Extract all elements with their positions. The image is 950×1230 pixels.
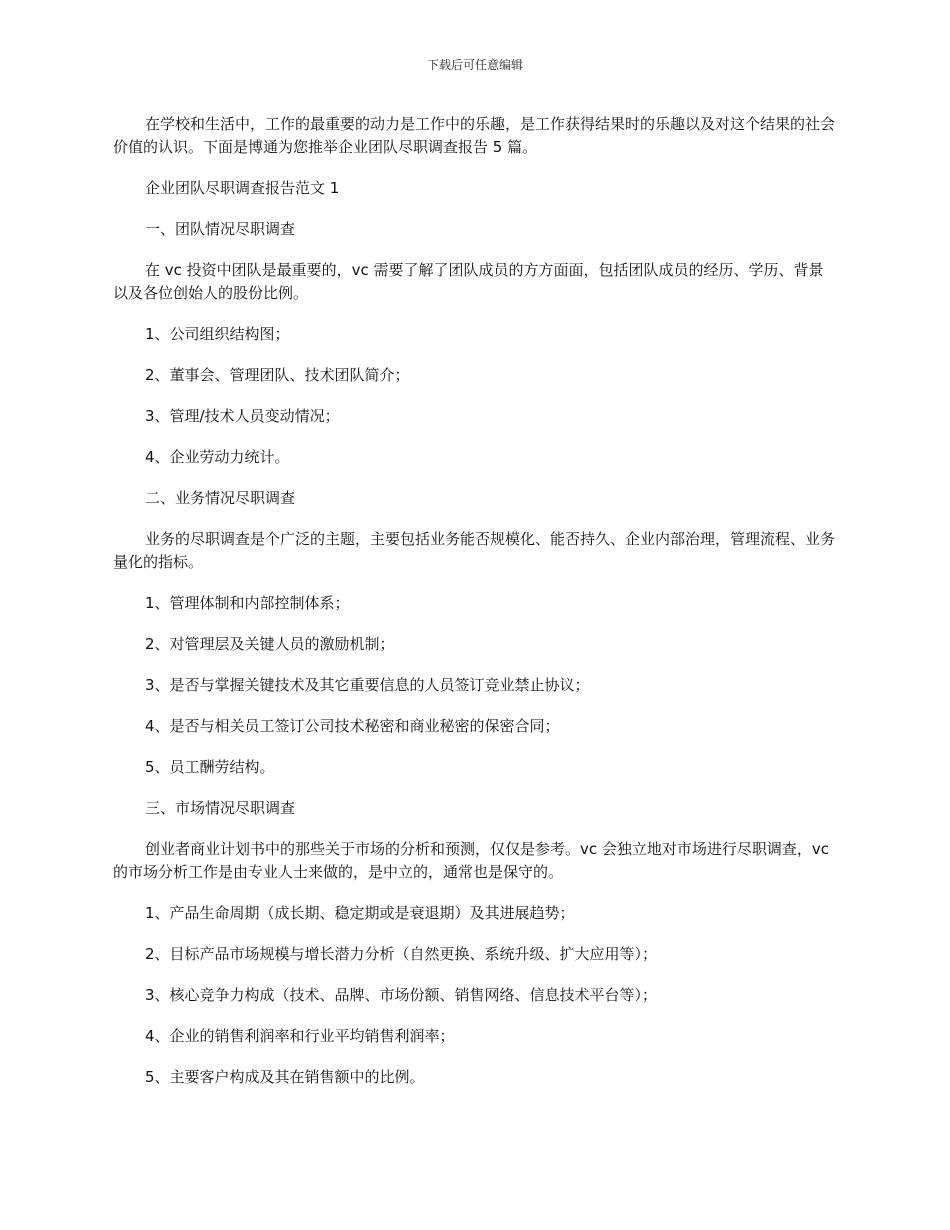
report-title: 企业团队尽职调查报告范文 1 bbox=[145, 179, 340, 197]
document-body bbox=[113, 113, 838, 1107]
list-item: 4、是否与相关员工签订公司技术秘密和商业秘密的保密合同； bbox=[145, 717, 560, 735]
page-header: 下载后可任意编辑 bbox=[426, 58, 523, 72]
list-item: 2、对管理层及关键人员的激励机制； bbox=[145, 635, 395, 653]
list-item: 1、产品生命周期（成长期、稳定期或是衰退期）及其进展趋势； bbox=[145, 904, 575, 922]
list-item: 4、企业劳动力统计。 bbox=[145, 448, 290, 466]
list-item: 1、管理体制和内部控制体系； bbox=[145, 594, 350, 612]
paragraph: 业务的尽职调查是个广泛的主题，主要包括业务能否规模化、能否持久、企业内部治理，管理流程、业务量化的指标。 bbox=[113, 530, 836, 571]
list-item: 2、目标产品市场规模与增长潜力分析（自然更换、系统升级、扩大应用等）； bbox=[145, 945, 658, 963]
list-item: 5、主要客户构成及其在销售额中的比例。 bbox=[145, 1068, 425, 1086]
list-item: 1、公司组织结构图； bbox=[145, 325, 290, 343]
intro-paragraph: 在学校和生活中，工作的最重要的动力是工作中的乐趣，是工作获得结果时的乐趣以及对这个结果的社会价值的认识。下面是博通为您推举企业团队尽职调查报告 5 篇。 bbox=[113, 115, 836, 156]
section-heading-market: 三、市场情况尽职调查 bbox=[145, 799, 296, 817]
section-heading-team: 一、团队情况尽职调查 bbox=[145, 220, 296, 238]
list-item: 3、管理/技术人员变动情况； bbox=[145, 407, 340, 425]
paragraph: 创业者商业计划书中的那些关于市场的分析和预测，仅仅是参考。vc 会独立地对市场进行尽职调查，vc 的市场分析工作是由专业人士来做的，是中立的，通常也是保守的。 bbox=[113, 840, 830, 881]
list-item: 3、是否与掌握关键技术及其它重要信息的人员签订竞业禁止协议； bbox=[145, 676, 590, 694]
list-item: 5、员工酬劳结构。 bbox=[145, 758, 275, 776]
list-item: 3、核心竞争力构成（技术、品牌、市场份额、销售网络、信息技术平台等）； bbox=[145, 986, 658, 1004]
list-item: 4、企业的销售利润率和行业平均销售利润率； bbox=[145, 1027, 455, 1045]
section-heading-business: 二、业务情况尽职调查 bbox=[145, 489, 296, 507]
paragraph: 在 vc 投资中团队是最重要的，vc 需要了解了团队成员的方方面面，包括团队成员的经历、学历、背景以及各位创始人的股份比例。 bbox=[113, 261, 824, 302]
list-item: 2、董事会、管理团队、技术团队简介； bbox=[145, 366, 410, 384]
